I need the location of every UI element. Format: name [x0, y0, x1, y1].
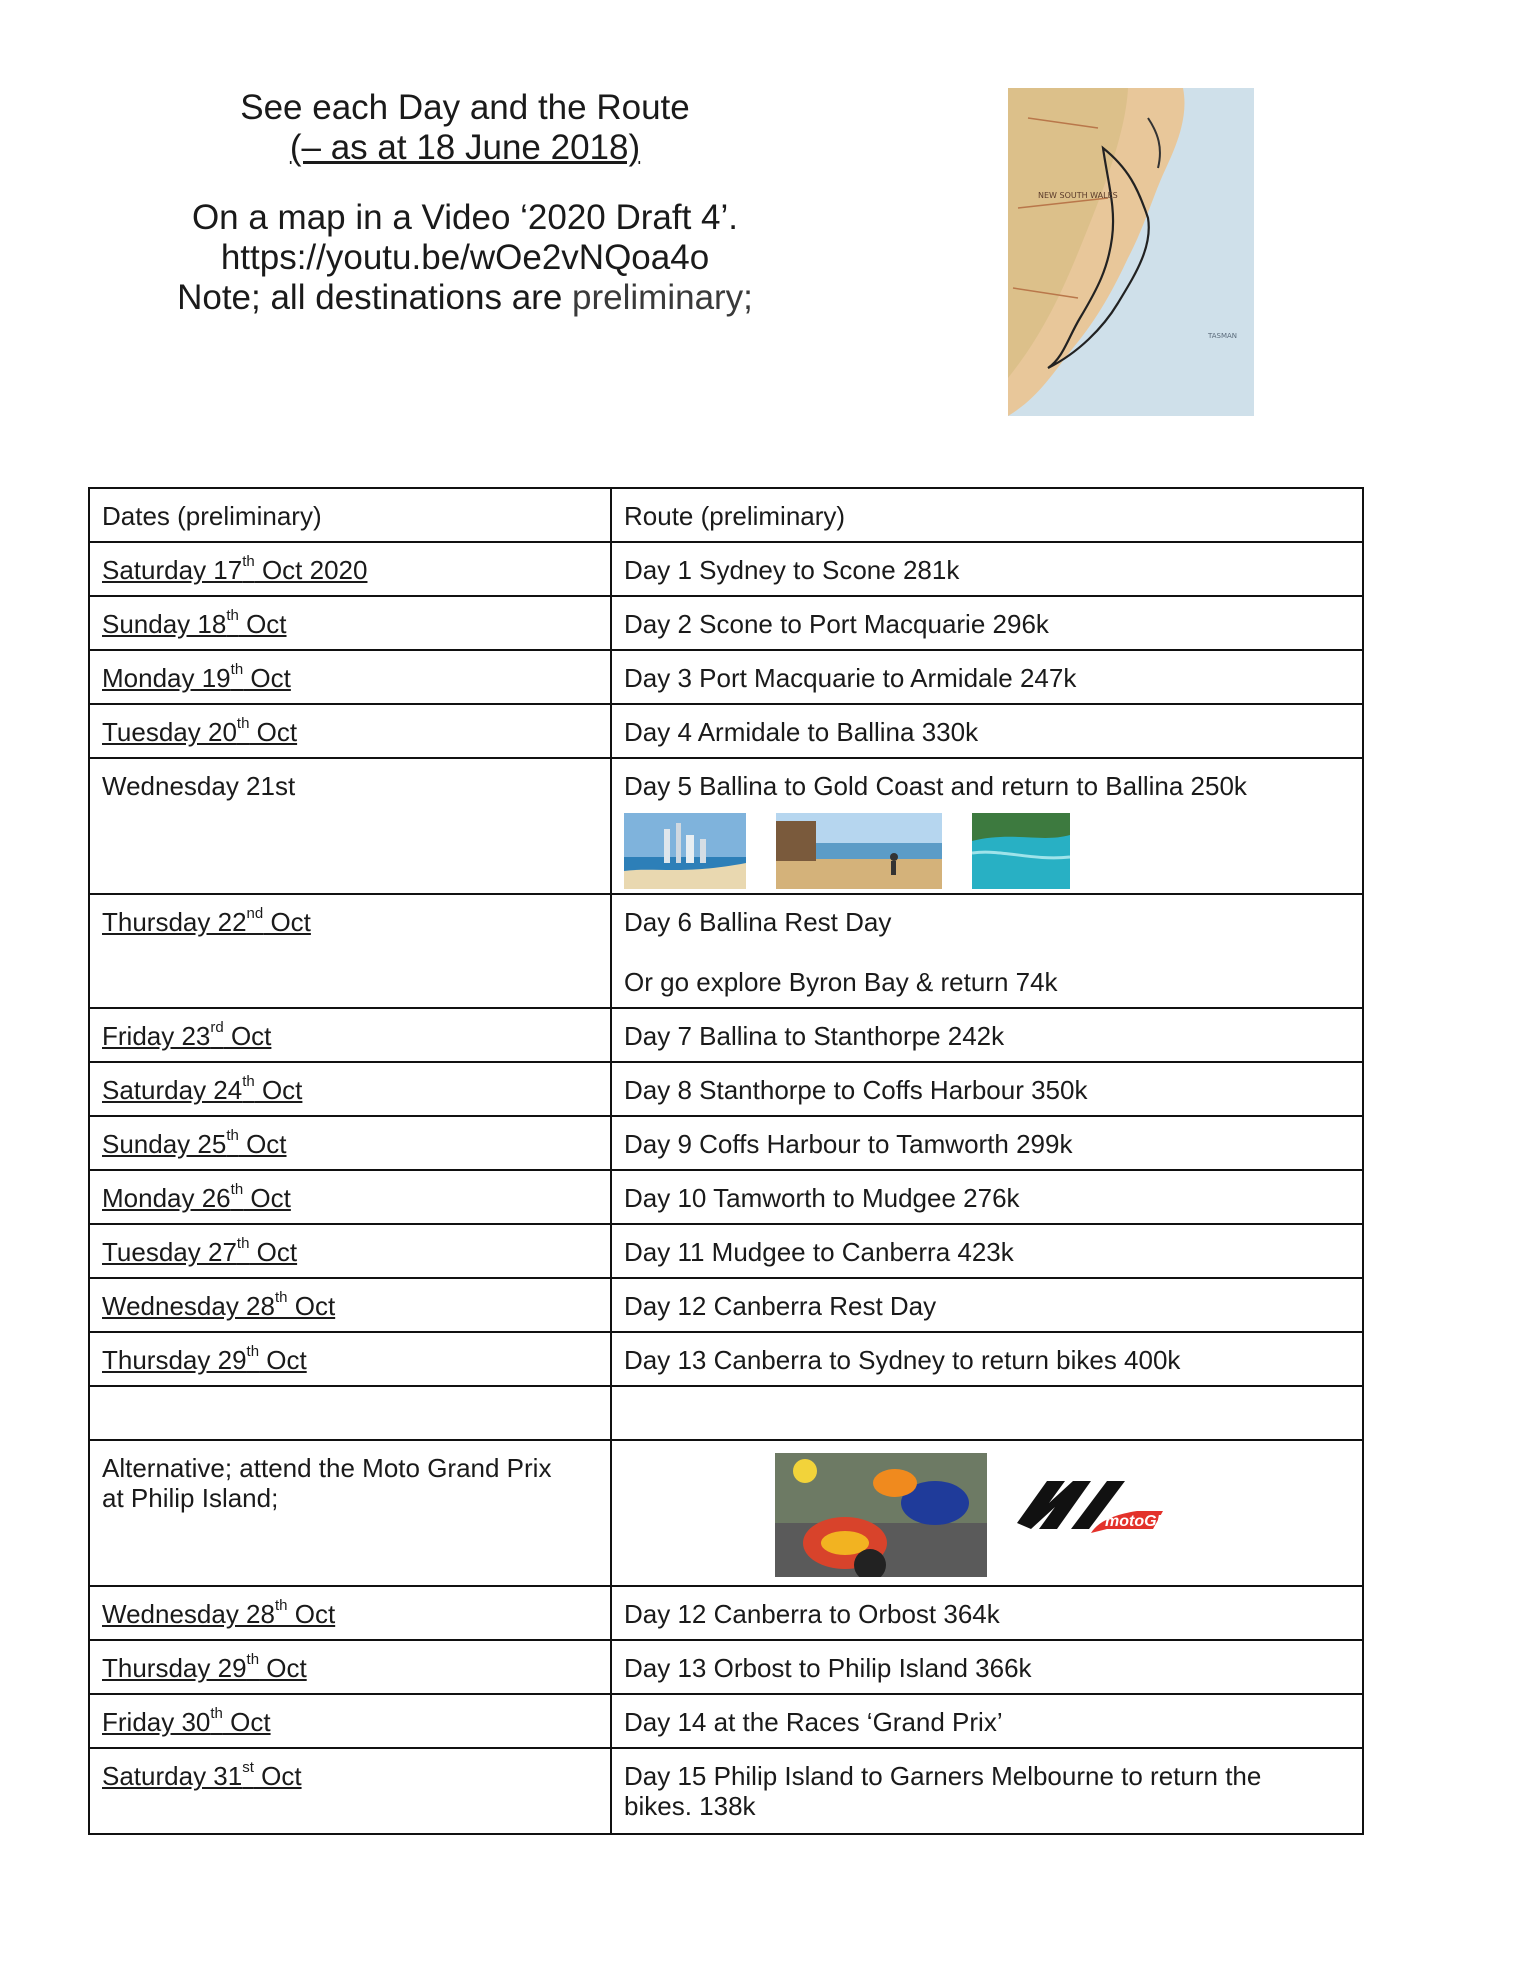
table-row — [89, 1278, 1363, 1332]
svg-text:motoGP: motoGP — [1105, 1513, 1168, 1530]
header-video: On a map in a Video ‘2020 Draft 4’. — [191, 198, 739, 237]
motogp-logo — [987, 1453, 1199, 1577]
route-cell: Day 3 Port Macquarie to Armidale 247k — [611, 650, 1363, 704]
svg-text:NEW SOUTH WALES: NEW SOUTH WALES — [1038, 191, 1118, 200]
table-row — [89, 704, 1363, 758]
route-cell: Day 8 Stanthorpe to Coffs Harbour 350k — [611, 1062, 1363, 1116]
date-cell: Thursday 29th Oct — [89, 1640, 611, 1694]
header-title: See each Day and the Route — [240, 88, 690, 127]
route-cell: Day 13 Canberra to Sydney to return bikes 400k — [611, 1332, 1363, 1386]
alternative-cell: Alternative; attend the Moto Grand Prix at Philip Island; — [89, 1440, 611, 1586]
date-cell: Thursday 29th Oct — [89, 1332, 611, 1386]
date-cell: Wednesday 28th Oct — [89, 1586, 611, 1640]
date-cell: Sunday 25th Oct — [89, 1116, 611, 1170]
date-cell: Saturday 31st Oct — [89, 1748, 611, 1834]
date-cell: Saturday 24th Oct — [89, 1062, 611, 1116]
route-cell: Day 14 at the Races ‘Grand Prix’ — [611, 1694, 1363, 1748]
date-cell: Friday 23rd Oct — [89, 1008, 611, 1062]
date-cell: Tuesday 27th Oct — [89, 1224, 611, 1278]
route-cell: Day 13 Orbost to Philip Island 366k — [611, 1640, 1363, 1694]
motogp-riders-photo — [775, 1453, 987, 1577]
date-cell: Friday 30th Oct — [89, 1694, 611, 1748]
coastal-bay-photo — [972, 813, 1070, 889]
gold-coast-photos — [624, 813, 1350, 889]
table-header-row — [89, 488, 1363, 542]
route-cell: Day 12 Canberra to Orbost 364k — [611, 1586, 1363, 1640]
route-map-image — [1008, 88, 1254, 416]
date-cell: Sunday 18th Oct — [89, 596, 611, 650]
date-cell: Monday 19th Oct — [89, 650, 611, 704]
route-cell: Day 12 Canberra Rest Day — [611, 1278, 1363, 1332]
date-cell: Monday 26th Oct — [89, 1170, 611, 1224]
table-row — [89, 596, 1363, 650]
table-row — [89, 650, 1363, 704]
table-row — [89, 542, 1363, 596]
motogp-images-cell — [611, 1440, 1363, 1586]
date-cell: Wednesday 28th Oct — [89, 1278, 611, 1332]
table-row — [89, 1116, 1363, 1170]
table-row — [89, 1748, 1363, 1834]
route-cell: Day 10 Tamworth to Mudgee 276k — [611, 1170, 1363, 1224]
route-header: Route (preliminary) — [611, 488, 1363, 542]
video-link[interactable]: https://youtu.be/wOe2vNQoa4o — [220, 238, 710, 277]
svg-text:TASMAN: TASMAN — [1208, 332, 1238, 340]
date-cell: Wednesday 21st — [89, 758, 611, 894]
page-header — [150, 88, 780, 318]
dates-header: Dates (preliminary) — [89, 488, 611, 542]
route-cell: Day 2 Scone to Port Macquarie 296k — [611, 596, 1363, 650]
empty-row — [89, 1386, 1363, 1440]
beach-surfer-photo — [776, 813, 942, 889]
route-cell: Day 1 Sydney to Scone 281k — [611, 542, 1363, 596]
alternative-row — [89, 1440, 1363, 1586]
table-row — [89, 1586, 1363, 1640]
table-row — [89, 1008, 1363, 1062]
date-cell: Tuesday 20th Oct — [89, 704, 611, 758]
table-row — [89, 1224, 1363, 1278]
route-cell: Day 5 Ballina to Gold Coast and return to Ballina 250k — [611, 758, 1363, 894]
table-row — [89, 894, 1363, 1008]
gold-coast-skyline-photo — [624, 813, 746, 889]
table-row — [89, 1640, 1363, 1694]
route-cell: Day 6 Ballina Rest Day Or go explore Byron Bay & return 74k — [611, 894, 1363, 1008]
route-cell: Day 7 Ballina to Stanthorpe 242k — [611, 1008, 1363, 1062]
date-cell: Thursday 22nd Oct — [89, 894, 611, 1008]
table-row — [89, 1062, 1363, 1116]
table-row — [89, 758, 1363, 894]
table-row — [89, 1170, 1363, 1224]
table-row — [89, 1332, 1363, 1386]
route-cell: Day 15 Philip Island to Garners Melbourne to return the bikes. 138k — [611, 1748, 1363, 1834]
route-cell: Day 11 Mudgee to Canberra 423k — [611, 1224, 1363, 1278]
route-cell: Day 9 Coffs Harbour to Tamworth 299k — [611, 1116, 1363, 1170]
header-note: Note; all destinations are preliminary; — [177, 278, 753, 317]
date-cell: Saturday 17th Oct 2020 — [89, 542, 611, 596]
table-row — [89, 1694, 1363, 1748]
route-cell: Day 4 Armidale to Ballina 330k — [611, 704, 1363, 758]
header-date: (– as at 18 June 2018) — [289, 128, 641, 167]
schedule-table — [88, 487, 1364, 1835]
